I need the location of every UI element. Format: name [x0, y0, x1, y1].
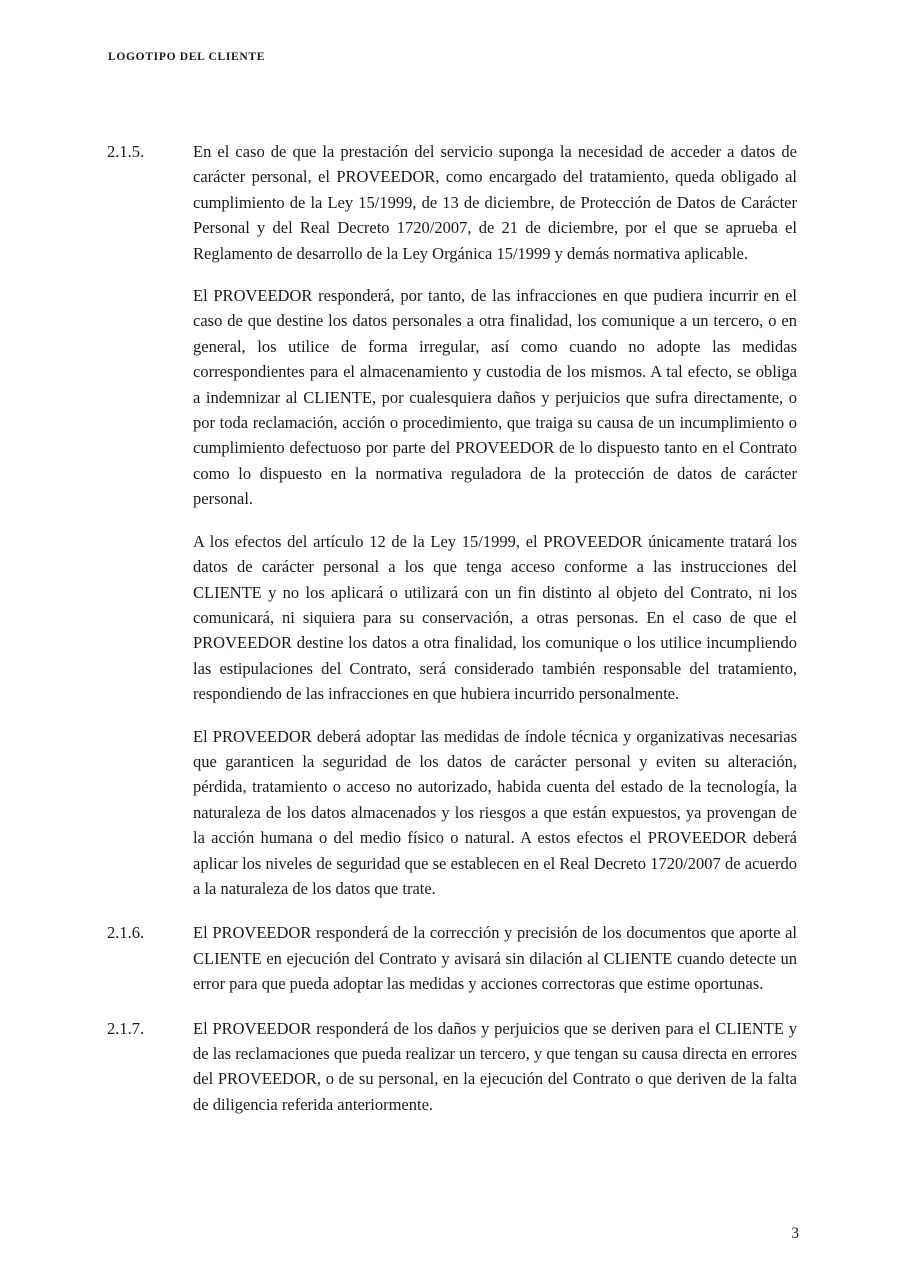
clause-text: [193, 920, 797, 996]
clause-number: 2.1.5.: [107, 142, 145, 161]
client-logo-placeholder: LOGOTIPO DEL CLIENTE: [108, 51, 266, 63]
clause-number: 2.1.7.: [107, 1018, 145, 1038]
clause-2-1-5: [107, 139, 798, 901]
clause-paragraph: El PROVEEDOR responderá de la corrección y precisión de los documentos que aporte al CLIENTE en ejecución del Contrato y avisará sin dilación al CLIENTE cuando detecte un error para que pueda adoptar las medidas y acciones correctoras que estime oportunas.: [193, 923, 797, 994]
clause-paragraph: El PROVEEDOR responderá de los daños y perjuicios que se deriven para el CLIENTE y de las reclamaciones que pueda realizar un tercero, y que tengan su causa directa en errores del PROVEEDOR, o de su personal, en la ejecución del Contrato o que deriven de la falta de diligencia referida anteriormente.: [193, 1018, 797, 1114]
clause-2-1-7: [107, 1016, 798, 1118]
clause-2-1-6: [107, 920, 798, 996]
clause-paragraph: El PROVEEDOR responderá, por tanto, de las infracciones en que pudiera incurrir en el caso de que destine los datos personales a otra finalidad, los comunique a un tercero, o en general, los utilice de forma irregular, así como cuando no adopte las medidas correspondientes para el almacenamiento y custodia de los mismos. A tal efecto, se obliga a indemnizar al CLIENTE, por cualesquiera daños y perjuicios que sufra directamente, o por toda reclamación, acción o procedimiento, que traiga su causa de un incumplimiento o cumplimiento defectuoso por parte del PROVEEDOR de lo dispuesto tanto en el Contrato como lo dispuesto en la normativa reguladora de la protección de datos de carácter personal.: [193, 286, 797, 509]
clause-number: 2.1.6.: [107, 923, 145, 943]
clause-paragraph: En el caso de que la prestación del servicio suponga la necesidad de acceder a datos de carácter personal, el PROVEEDOR, como encargado del tratamiento, queda obligado al cumplimiento de la Ley 15/1999, de 13 de diciembre, de Protección de Datos de Carácter Personal y del Real Decreto 1720/2007, de 21 de diciembre, por el que se aprueba el Reglamento de desarrollo de la Ley Orgánica 15/1999 y demás normativa aplicable.: [193, 142, 797, 263]
document-body: [107, 139, 798, 1136]
clause-text: [193, 139, 797, 901]
clause-paragraph: A los efectos del artículo 12 de la Ley 15/1999, el PROVEEDOR únicamente tratará los datos de carácter personal a los que tenga acceso conforme a las instrucciones del CLIENTE y no los aplicará o utilizará con un fin distinto al objeto del Contrato, ni los comunicará, ni siquiera para su conservación, a otras personas. En el caso de que el PROVEEDOR destine los datos a otra finalidad, los comunique o los utilice incumpliendo las estipulaciones del Contrato, será considerado también responsable del tratamiento, respondiendo de las infracciones en que hubiera incurrido personalmente.: [193, 531, 797, 704]
page-number: 3: [791, 1225, 799, 1242]
clause-paragraph: El PROVEEDOR deberá adoptar las medidas de índole técnica y organizativas necesarias que garanticen la seguridad de los datos de carácter personal y eviten su alteración, pérdida, tratamiento o acceso no autorizado, habida cuenta del estado de la tecnología, la naturaleza de los datos almacenados y los riesgos a que están expuestos, ya provengan de la acción humana o del medio físico o natural. A estos efectos el PROVEEDOR deberá aplicar los niveles de seguridad que se establecen en el Real Decreto 1720/2007 de acuerdo a la naturaleza de los datos que trate.: [193, 726, 797, 898]
clause-text: [193, 1016, 797, 1118]
